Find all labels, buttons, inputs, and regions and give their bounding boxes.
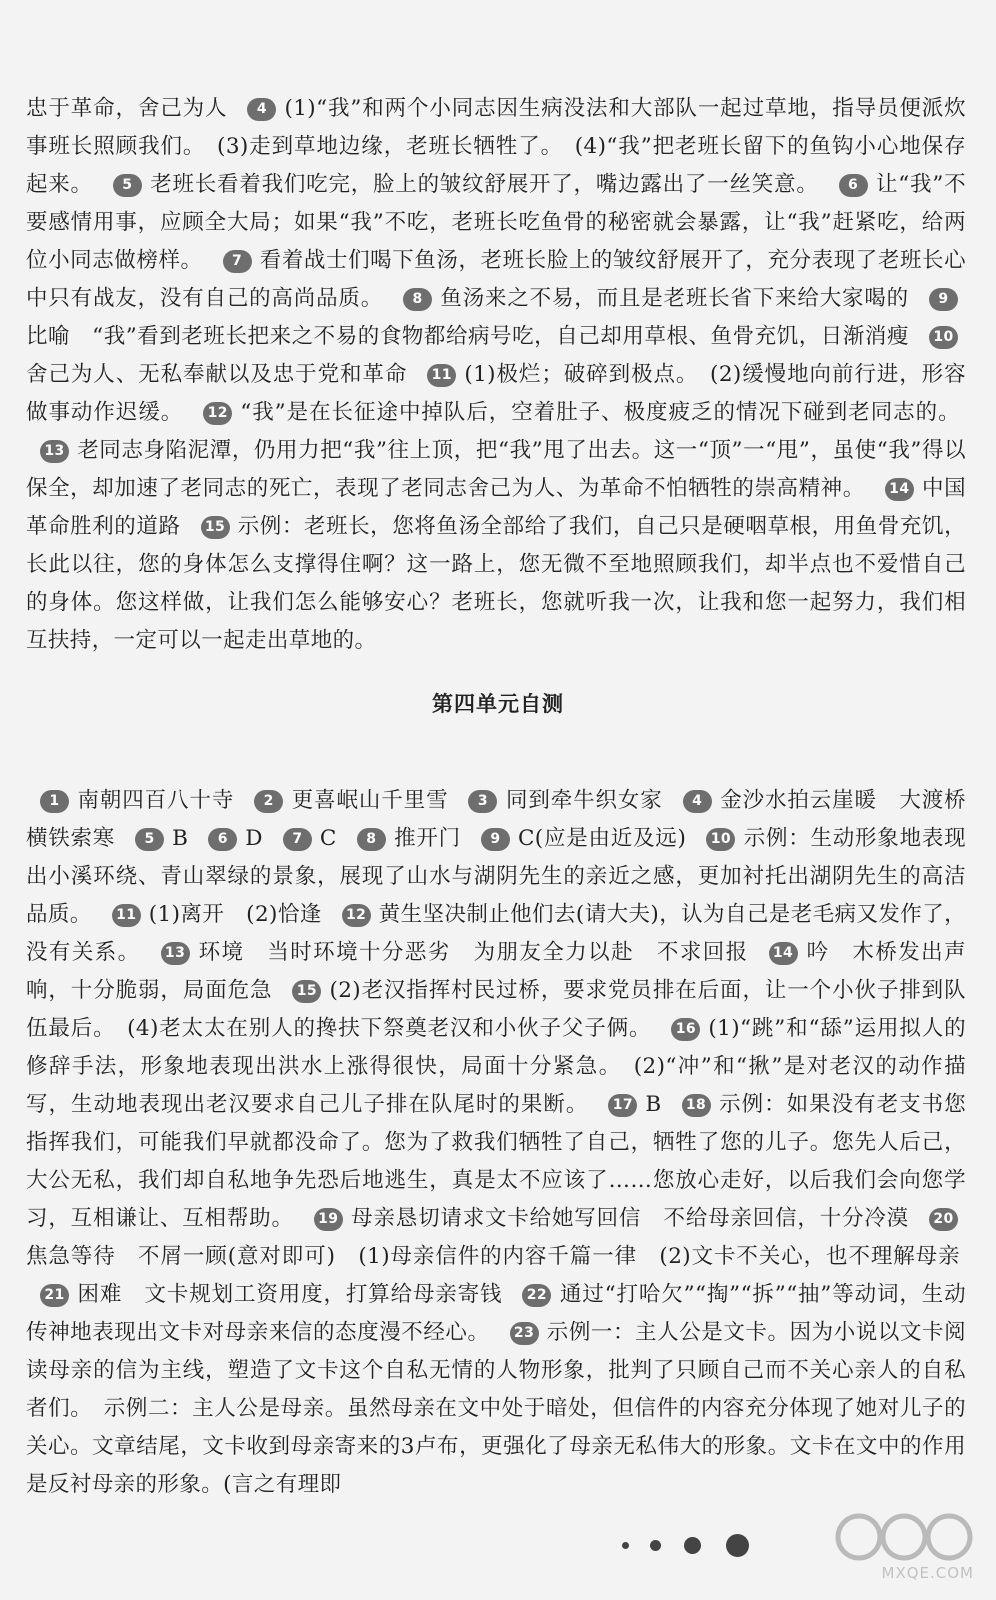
answer-text: 金沙水拍云崖暖 大渡桥横铁索寒 <box>26 788 966 851</box>
answer-text: 老同志身陷泥潭，仍用力把“我”往上顶，把“我”甩了出去。这一“顶”一“甩”，虽使“我”得以保全，却加速了老同志的死亡，表现了老同志舍己为人、为革命不怕牺牲的崇高精神。 <box>26 438 966 501</box>
question-number-badge: 10 <box>929 326 958 349</box>
answer-text: “我”是在长征途中掉队后，空着肚子、极度疲乏的情况下碰到老同志的。 <box>240 400 960 425</box>
question-number-badge: 16 <box>671 1018 700 1041</box>
unit-4-heading: 第四单元自测 <box>432 692 564 716</box>
question-number-badge: 18 <box>682 1094 711 1117</box>
answer-text: 更喜岷山千里雪 <box>291 788 449 813</box>
question-number-badge: 20 <box>929 1208 958 1231</box>
question-number-badge: 14 <box>769 942 798 965</box>
question-number-badge: 3 <box>468 790 497 813</box>
question-number-badge: 4 <box>247 98 276 121</box>
answer-text: 示例：生动形象地表现出小溪环绕、青山翠绿的景象，展现了山水与湖阴先生的亲近之感，更加衬托出湖阴先生的高洁品质。 <box>26 826 967 927</box>
answer-text: 让“我”不要感情用事，应顾全大局；如果“我”不吃，老班长吃鱼骨的秘密就会暴露，让“我”赶紧吃，给两位小同志做榜样。 <box>26 172 966 273</box>
answer-text: D <box>245 826 263 851</box>
answer-text: 示例一：主人公是文卡。因为小说以文卡阅读母亲的信为主线，塑造了文卡这个自私无情的人物形象，批判了只顾自己而不关心亲人的自私者们。 示例二：主人公是母亲。虽然母亲在文中处于暗处，但信件的内容充分体现了她对儿子的关心。文章结尾，文卡收到母亲寄来的3卢布，更强化了母亲无私伟大的形象。文卡在文中的作用是反衬母亲的形象。(言之有理即 <box>26 1320 966 1497</box>
question-number-badge: 21 <box>40 1284 69 1307</box>
question-number-badge: 5 <box>135 828 164 851</box>
question-number-badge: 8 <box>357 828 386 851</box>
answer-text: 示例：老班长，您将鱼汤全部给了我们，自己只是硬咽草根，用鱼骨充饥，长此以往，您的身体怎么支撑得住啊？这一路上，您无微不至地照顾我们，却半点也不爱惜自己的身体。您这样做，让我们怎么能够安心？老班长，您就听我一次，让我和您一起努力，我们相互扶持，一定可以一起走出草地的。 <box>26 514 966 653</box>
question-number-badge: 9 <box>929 288 958 311</box>
answer-text: 鱼汤来之不易，而且是老班长省下来给大家喝的 <box>440 286 909 311</box>
answer-text: 环境 当时环境十分恶劣 为朋友全力以赴 不求回报 <box>197 940 749 965</box>
answer-text: 母亲恳切请求文卡给她写回信 不给母亲回信，十分冷漠 <box>350 1206 909 1231</box>
answer-text: 舍己为人、无私奉献以及忠于党和革命 <box>26 362 408 387</box>
site-watermark-logo <box>834 1512 974 1582</box>
question-number-badge: 5 <box>113 174 142 197</box>
watermark-text: MXQE.COM <box>881 1564 974 1582</box>
answer-text: 老班长看着我们吃完，脸上的皱纹舒展开了，嘴边露出了一丝笑意。 <box>149 172 819 197</box>
question-number-badge: 7 <box>223 250 252 273</box>
question-number-badge: 14 <box>885 478 914 501</box>
question-number-badge: 11 <box>112 904 141 927</box>
answer-text: B <box>172 826 189 851</box>
answer-text: 吟 木桥发出声响，十分脆弱，局面危急 <box>26 940 966 1003</box>
answer-text: (1)“我”和两个小同志因生病没法和大部队一起过草地，指导员便派炊事班长照顾我们。 (3)走到草地边缘，老班长牺牲了。 (4)“我”把老班长留下的鱼钩小心地保存起来。 <box>26 96 967 197</box>
question-number-badge: 6 <box>839 174 868 197</box>
answer-text: (2)老汉指挥村民过桥，要求党员排在后面，让一个小伙子排到队伍最后。 (4)老太太在别人的搀扶下祭奠老汉和小伙子父子俩。 <box>26 978 966 1041</box>
answer-text: 忠于革命，舍己为人 <box>26 96 228 121</box>
question-number-badge: 6 <box>208 828 237 851</box>
question-number-badge: 15 <box>292 980 321 1003</box>
answer-text: 通过“打哈欠”“掏”“拆”“抽”等动词，生动传神地表现出文卡对母亲来信的态度漫不经心。 <box>26 1282 967 1345</box>
question-number-badge: 22 <box>522 1284 551 1307</box>
question-number-badge: 12 <box>203 402 232 425</box>
question-number-badge: 11 <box>427 364 456 387</box>
answer-text: 推开门 <box>393 826 461 851</box>
answer-text: 焦急等待 不屑一顾(意对即可) (1)母亲信件的内容千篇一律 (2)文卡不关心，也不理解母亲 <box>26 1244 960 1269</box>
question-number-badge: 15 <box>201 516 230 539</box>
answer-text: (1)极烂；破碎到极点。 (2)缓慢地向前行进，形容做事动作迟缓。 <box>26 362 966 425</box>
answer-text: B <box>645 1092 662 1117</box>
answer-text: 同到牵牛织女家 <box>505 788 663 813</box>
answer-text: 黄生坚决制止他们去(请大夫)，认为自己是老毛病又发作了，没有关系。 <box>26 902 967 965</box>
question-number-badge: 17 <box>608 1094 637 1117</box>
answer-text: 困难 文卡规划工资用度，打算给母亲寄钱 <box>77 1282 503 1307</box>
answer-text: (1)离开 (2)恰逢 <box>148 902 322 927</box>
question-number-badge: 1 <box>40 790 69 813</box>
section-4-answers <box>26 90 966 660</box>
question-number-badge: 19 <box>314 1208 343 1231</box>
question-number-badge: 4 <box>683 790 712 813</box>
question-number-badge: 7 <box>283 828 312 851</box>
unit-4-self-test-answers <box>26 782 966 1504</box>
answer-text: 比喻 “我”看到老班长把来之不易的食物都给病号吃，自己却用草根、鱼骨充饥，日渐消瘦 <box>26 324 909 349</box>
question-number-badge: 13 <box>161 942 190 965</box>
question-number-badge: 10 <box>706 828 735 851</box>
answer-text: 南朝四百八十寺 <box>77 788 235 813</box>
question-number-badge: 12 <box>342 904 371 927</box>
answer-text: C(应是由近及远) <box>517 826 687 851</box>
answer-text: (1)“跳”和“舔”运用拟人的修辞手法，形象地表现出洪水上涨得很快，局面十分紧急。 (2)“冲”和“揪”是对老汉的动作描写，生动地表现出老汉要求自己儿子排在队尾时的果断。 <box>26 1016 966 1117</box>
question-number-badge: 13 <box>40 440 69 463</box>
answer-text: 示例：如果没有老支书您指挥我们，可能我们早就都没命了。您为了救我们牺牲了自己，牺牲了您的儿子。您先人后己，大公无私，我们却自私地争先恐后地逃生，真是太不应该了……您放心走好，以后我们会向您学习，互相谦让、互相帮助。 <box>26 1092 966 1231</box>
question-number-badge: 23 <box>510 1322 539 1345</box>
question-number-badge: 9 <box>481 828 510 851</box>
answer-text: 中国革命胜利的道路 <box>26 476 966 539</box>
answer-text: C <box>319 826 337 851</box>
answer-text: 看着战士们喝下鱼汤，老班长脸上的皱纹舒展开了，充分表现了老班长心中只有战友，没有自己的高尚品质。 <box>26 248 967 311</box>
question-number-badge: 8 <box>403 288 432 311</box>
question-number-badge: 2 <box>254 790 283 813</box>
